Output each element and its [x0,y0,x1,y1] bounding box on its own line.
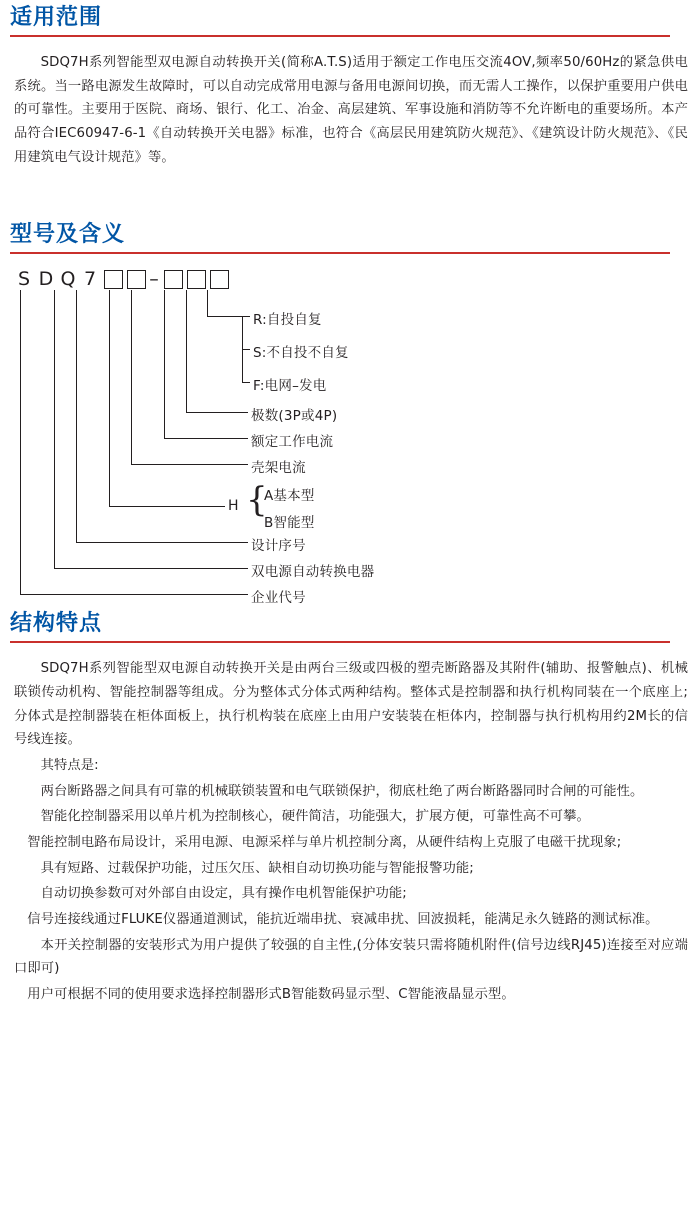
leader-line-v-7 [54,290,55,568]
structure-paragraph-1: SDQ7H系列智能型双电源自动转换开关是由两台三级或四极的塑壳断路器及其附件(辅助、报警触点)、机械联锁传动机构、智能控制器等组成。分为整体式分体式两种结构。整体式是控制器和执行机构同装在一个底座上;分体式是控制器装在柜体面板上，执行机构装在底座上由用户安装装在柜体内，控制器与执行机构用约2M长的信号线连接。 [14,661,688,748]
leader-line-h-1 [207,316,242,317]
structure-paragraph-7: 自动切换参数可对外部自由设定，具有操作电机智能保护功能; [40,886,407,902]
model-label-h: H [228,498,239,515]
structure-paragraph-4: 智能化控制器采用以单片机为控制核心，硬件简洁，功能强大，扩展方便，可靠性高不可攀。 [40,809,590,825]
structure-paragraph-9: 本开关控制器的安装形式为用户提供了较强的自主性,(分体安装只需将随机附件(信号边线RJ45)连接至对应端口即可) [14,937,688,977]
section-scope [0,0,700,169]
model-label-company-code: 企业代号 [251,590,306,607]
leader-line-h-2 [186,412,248,413]
code-box-1 [104,270,123,289]
leader-line-v-4 [131,290,132,464]
leader-line-v-3 [164,290,165,438]
section-model-title: 型号及含义 [10,222,126,248]
code-char-d: D [38,268,56,291]
structure-paragraph-2: 其特点是: [40,757,99,773]
leader-line-v-1 [207,290,208,316]
code-char-7: 7 [83,268,99,291]
leader-line-h-1b [242,349,250,350]
section-scope-title: 适用范围 [10,5,103,30]
structure-paragraph-10: 用户可根据不同的使用要求选择控制器形式B智能数码显示型、C智能液晶显示型。 [27,986,515,1002]
model-label-rated-current: 额定工作电流 [251,434,334,451]
leader-line-h-5 [109,506,225,507]
leader-line-h-4 [131,464,248,465]
code-dash: – [149,268,161,291]
structure-paragraph-8: 信号连接线通过FLUKE仪器通道测试，能抗近端串扰、衰减串扰、回波损耗，能满足永久链路的测试标准。 [27,911,659,927]
model-label-poles: 极数(3P或4P) [251,408,338,425]
section-structure-rule [10,641,670,643]
leader-line-h-8 [20,594,248,595]
code-box-3 [164,270,183,289]
model-label-s: S:不自投不自复 [253,345,349,362]
code-box-2 [127,270,146,289]
code-box-4 [187,270,206,289]
code-box-5 [210,270,229,289]
section-scope-paragraph: SDQ7H系列智能型双电源自动转换开关(简称A.T.S)适用于额定工作电压交流4OV,频率50/60Hz的紧急供电系统。当一路电源发生故障时，可以自动完成常用电源与备用电源间切换，而无需人工操作，以保护重要用户供电的可靠性。主要用于医院、商场、银行、化工、冶金、高层建筑、军事设施和消防等不允许断电的重要场所。本产品符合IEC60947-6-1《自动转换开关电器》标准，也符合《高层民用建筑防火规范》、《建筑设计防火规范》、《民用建筑电气设计规范》等。 [14,55,688,165]
section-model-rule [10,252,670,254]
section-model [0,217,700,607]
code-char-s: S [17,268,33,291]
leader-line-v-8 [20,290,21,594]
leader-line-h-3 [164,438,248,439]
model-label-r: R:自投自复 [253,312,322,329]
leader-line-h-6 [76,542,248,543]
model-code-diagram [0,268,700,607]
leader-line-v-6 [76,290,77,542]
model-label-type-b: B智能型 [264,515,315,532]
model-code-row [14,268,231,290]
model-label-device: 双电源自动转换电器 [251,564,375,581]
leader-line-h-7 [54,568,248,569]
model-label-design-no: 设计序号 [251,538,306,555]
model-brace-icon: { [246,480,268,521]
structure-paragraph-6: 具有短路、过载保护功能，过压欠压、缺相自动切换功能与智能报警功能; [40,860,474,876]
leader-line-h-1a [242,316,250,317]
section-scope-rule [10,35,670,37]
structure-paragraph-5: 智能控制电路布局设计，采用电源、电源采样与单片机控制分离，从硬件结构上克服了电磁干扰现象; [27,834,622,850]
leader-line-v-2 [186,290,187,412]
model-label-frame-current: 壳架电流 [251,460,306,477]
model-label-type-a: A基本型 [264,488,315,505]
leader-line-h-1c [242,382,250,383]
model-label-f: F:电网–发电 [253,378,327,395]
section-structure [0,606,700,1006]
section-structure-title: 结构特点 [10,611,103,637]
structure-paragraph-3: 两台断路器之间具有可靠的机械联锁装置和电气联锁保护，彻底杜绝了两台断路器同时合闸的可能性。 [40,783,644,799]
leader-line-v-5 [109,290,110,506]
code-char-q: Q [60,268,78,291]
